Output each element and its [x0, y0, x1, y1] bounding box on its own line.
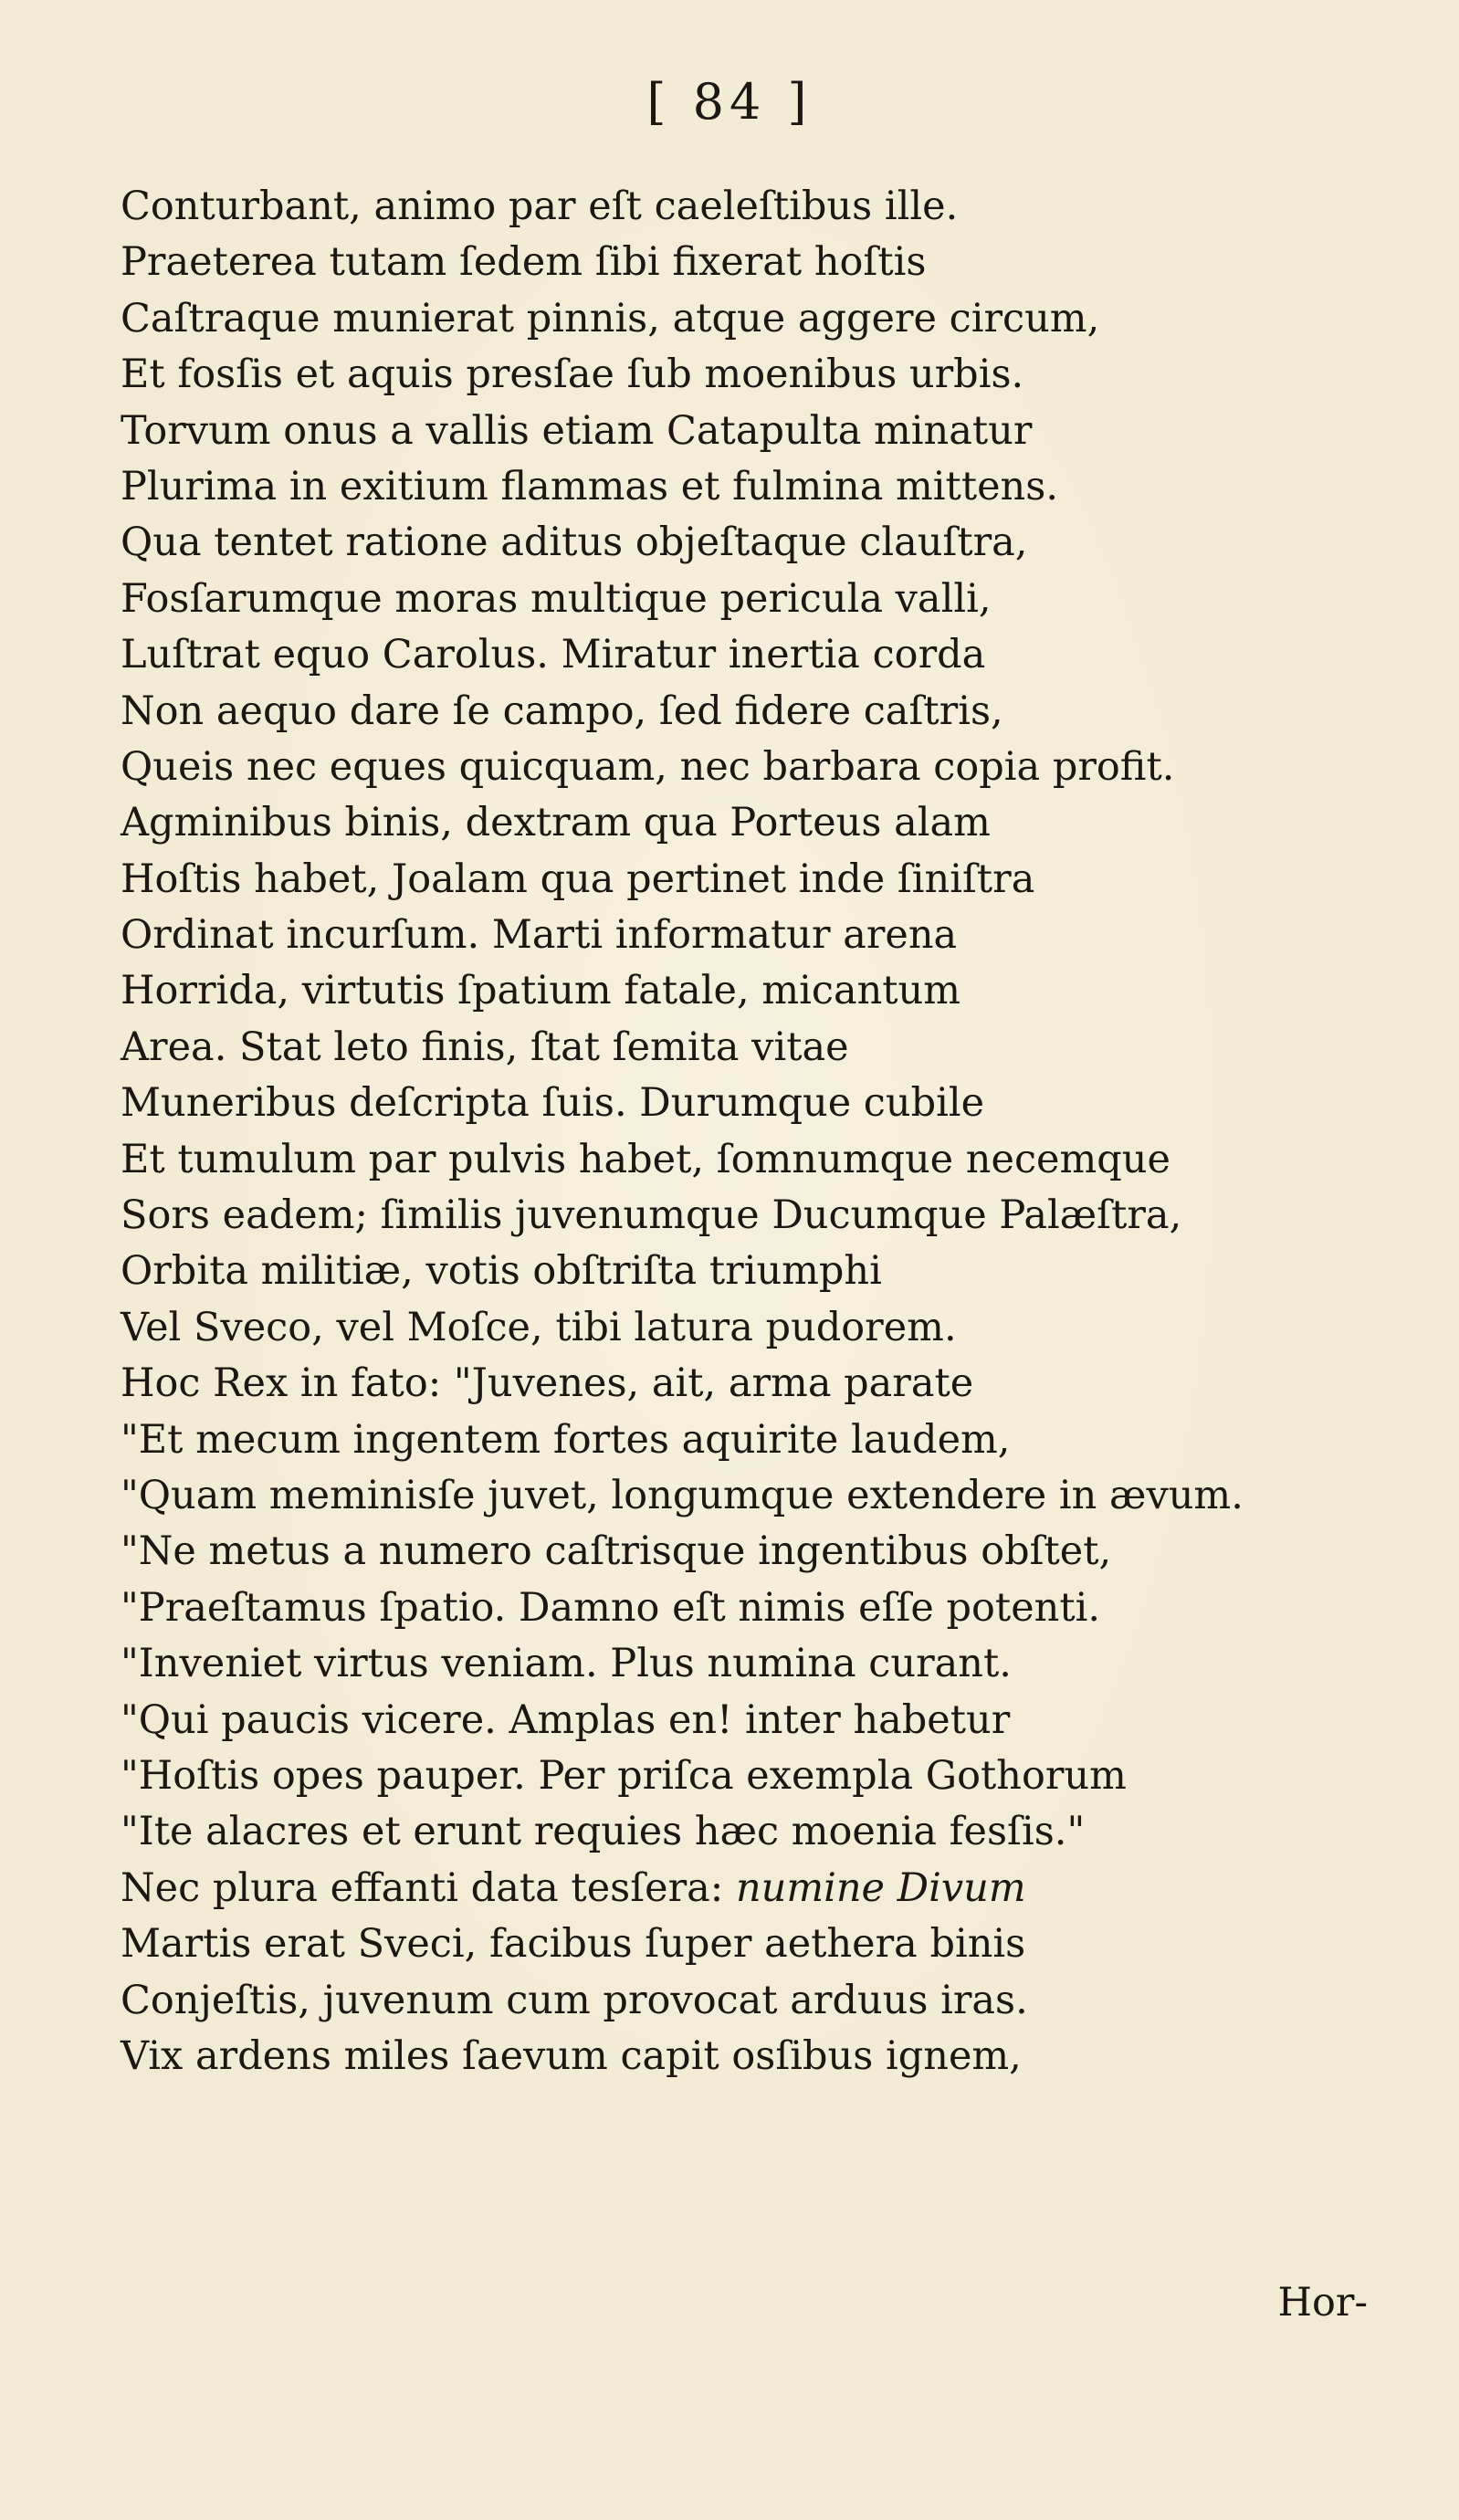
verse-text: [121, 179, 1399, 2084]
verse-line: Fosſarumque moras multique pericula valli,: [121, 575, 992, 622]
verse-line: Hoc Rex in fato: "Juvenes, ait, arma parate: [121, 1360, 974, 1407]
verse-line: Caſtraque munierat pinnis, atque aggere circum,: [121, 295, 1100, 341]
verse-line: "Ite alacres et erunt requies hæc moenia fesſis.": [121, 1809, 1086, 1855]
verse-line: Queis nec eques quicquam, nec barbara copia profit.: [121, 743, 1175, 790]
verse-line: "Inveniet virtus veniam. Plus numina curant.: [121, 1641, 1012, 1687]
verse-line: Conjeſtis, juvenum cum provocat arduus iras.: [121, 1977, 1028, 2023]
verse-line: Qua tentet ratione aditus objeſtaque clauſtra,: [121, 520, 1028, 566]
verse-line: Hoſtis habet, Joalam qua pertinet inde ſiniſtra: [121, 856, 1035, 902]
verse-line: Vix ardens miles ſaevum capit osſibus ignem,: [121, 2032, 1022, 2079]
verse-line: Martis erat Sveci, facibus ſuper aethera binis: [121, 1921, 1026, 1968]
verse-line: "Ne metus a numero caſtrisque ingentibus obſtet,: [121, 1528, 1112, 1575]
verse-line: Torvum onus a vallis etiam Catapulta minatur: [121, 407, 1033, 454]
verse-line: Horrida, virtutis ſpatium fatale, micantum: [121, 968, 961, 1014]
verse-line: Plurima in exitium flammas et fulmina mittens.: [121, 463, 1058, 509]
verse-line: "Hoſtis opes pauper. Per priſca exempla Gothorum: [121, 1752, 1127, 1799]
verse-line: Ordinat incurſum. Marti informatur arena: [121, 912, 958, 959]
verse-line: Luſtrat equo Carolus. Miratur inertia corda: [121, 632, 986, 678]
verse-line: Orbita militiæ, votis obſtriſta triumphi: [121, 1248, 882, 1295]
italic-phrase: numine Divum: [735, 1864, 1026, 1911]
page-number: [ 84 ]: [646, 73, 813, 131]
verse-line: Conturbant, animo par eſt caeleſtibus ille.: [121, 184, 959, 229]
verse-line-tessera: [121, 1861, 1399, 1916]
verse-line: Non aequo dare ſe campo, ſed fidere caſtris,: [121, 688, 1003, 734]
verse-line: Sors eadem; ſimilis juvenumque Ducumque Palæſtra,: [121, 1192, 1182, 1239]
verse-line: "Praeſtamus ſpatio. Damno eſt nimis eſſe potenti.: [121, 1584, 1101, 1631]
verse-line: Muneribus deſcripta ſuis. Durumque cubile: [121, 1080, 985, 1127]
verse-line: "Quam meminisſe juvet, longumque extendere in ævum.: [121, 1472, 1244, 1518]
verse-line: Vel Sveco, vel Moſce, tibi latura pudorem.: [121, 1304, 957, 1350]
verse-line: Area. Stat leto finis, ſtat ſemita vitae: [121, 1024, 849, 1070]
verse-line: Et tumulum par pulvis habet, ſomnumque necemque: [121, 1136, 1170, 1182]
verse-line: Agminibus binis, dextram qua Porteus alam: [121, 800, 991, 846]
verse-line: Et fosſis et aquis presſae ſub moenibus urbis.: [121, 352, 1024, 398]
verse-line: "Qui paucis vicere. Amplas en! inter habetur: [121, 1696, 1011, 1743]
verse-line: Praeterea tutam ſedem ſibi fixerat hoſtis: [121, 239, 927, 286]
catchword: Hor-: [1277, 2280, 1368, 2326]
verse-line: "Et mecum ingentem fortes aquirite laudem,: [121, 1416, 1011, 1463]
verse-line-text: Nec plura effanti data tesſera:: [121, 1864, 724, 1911]
